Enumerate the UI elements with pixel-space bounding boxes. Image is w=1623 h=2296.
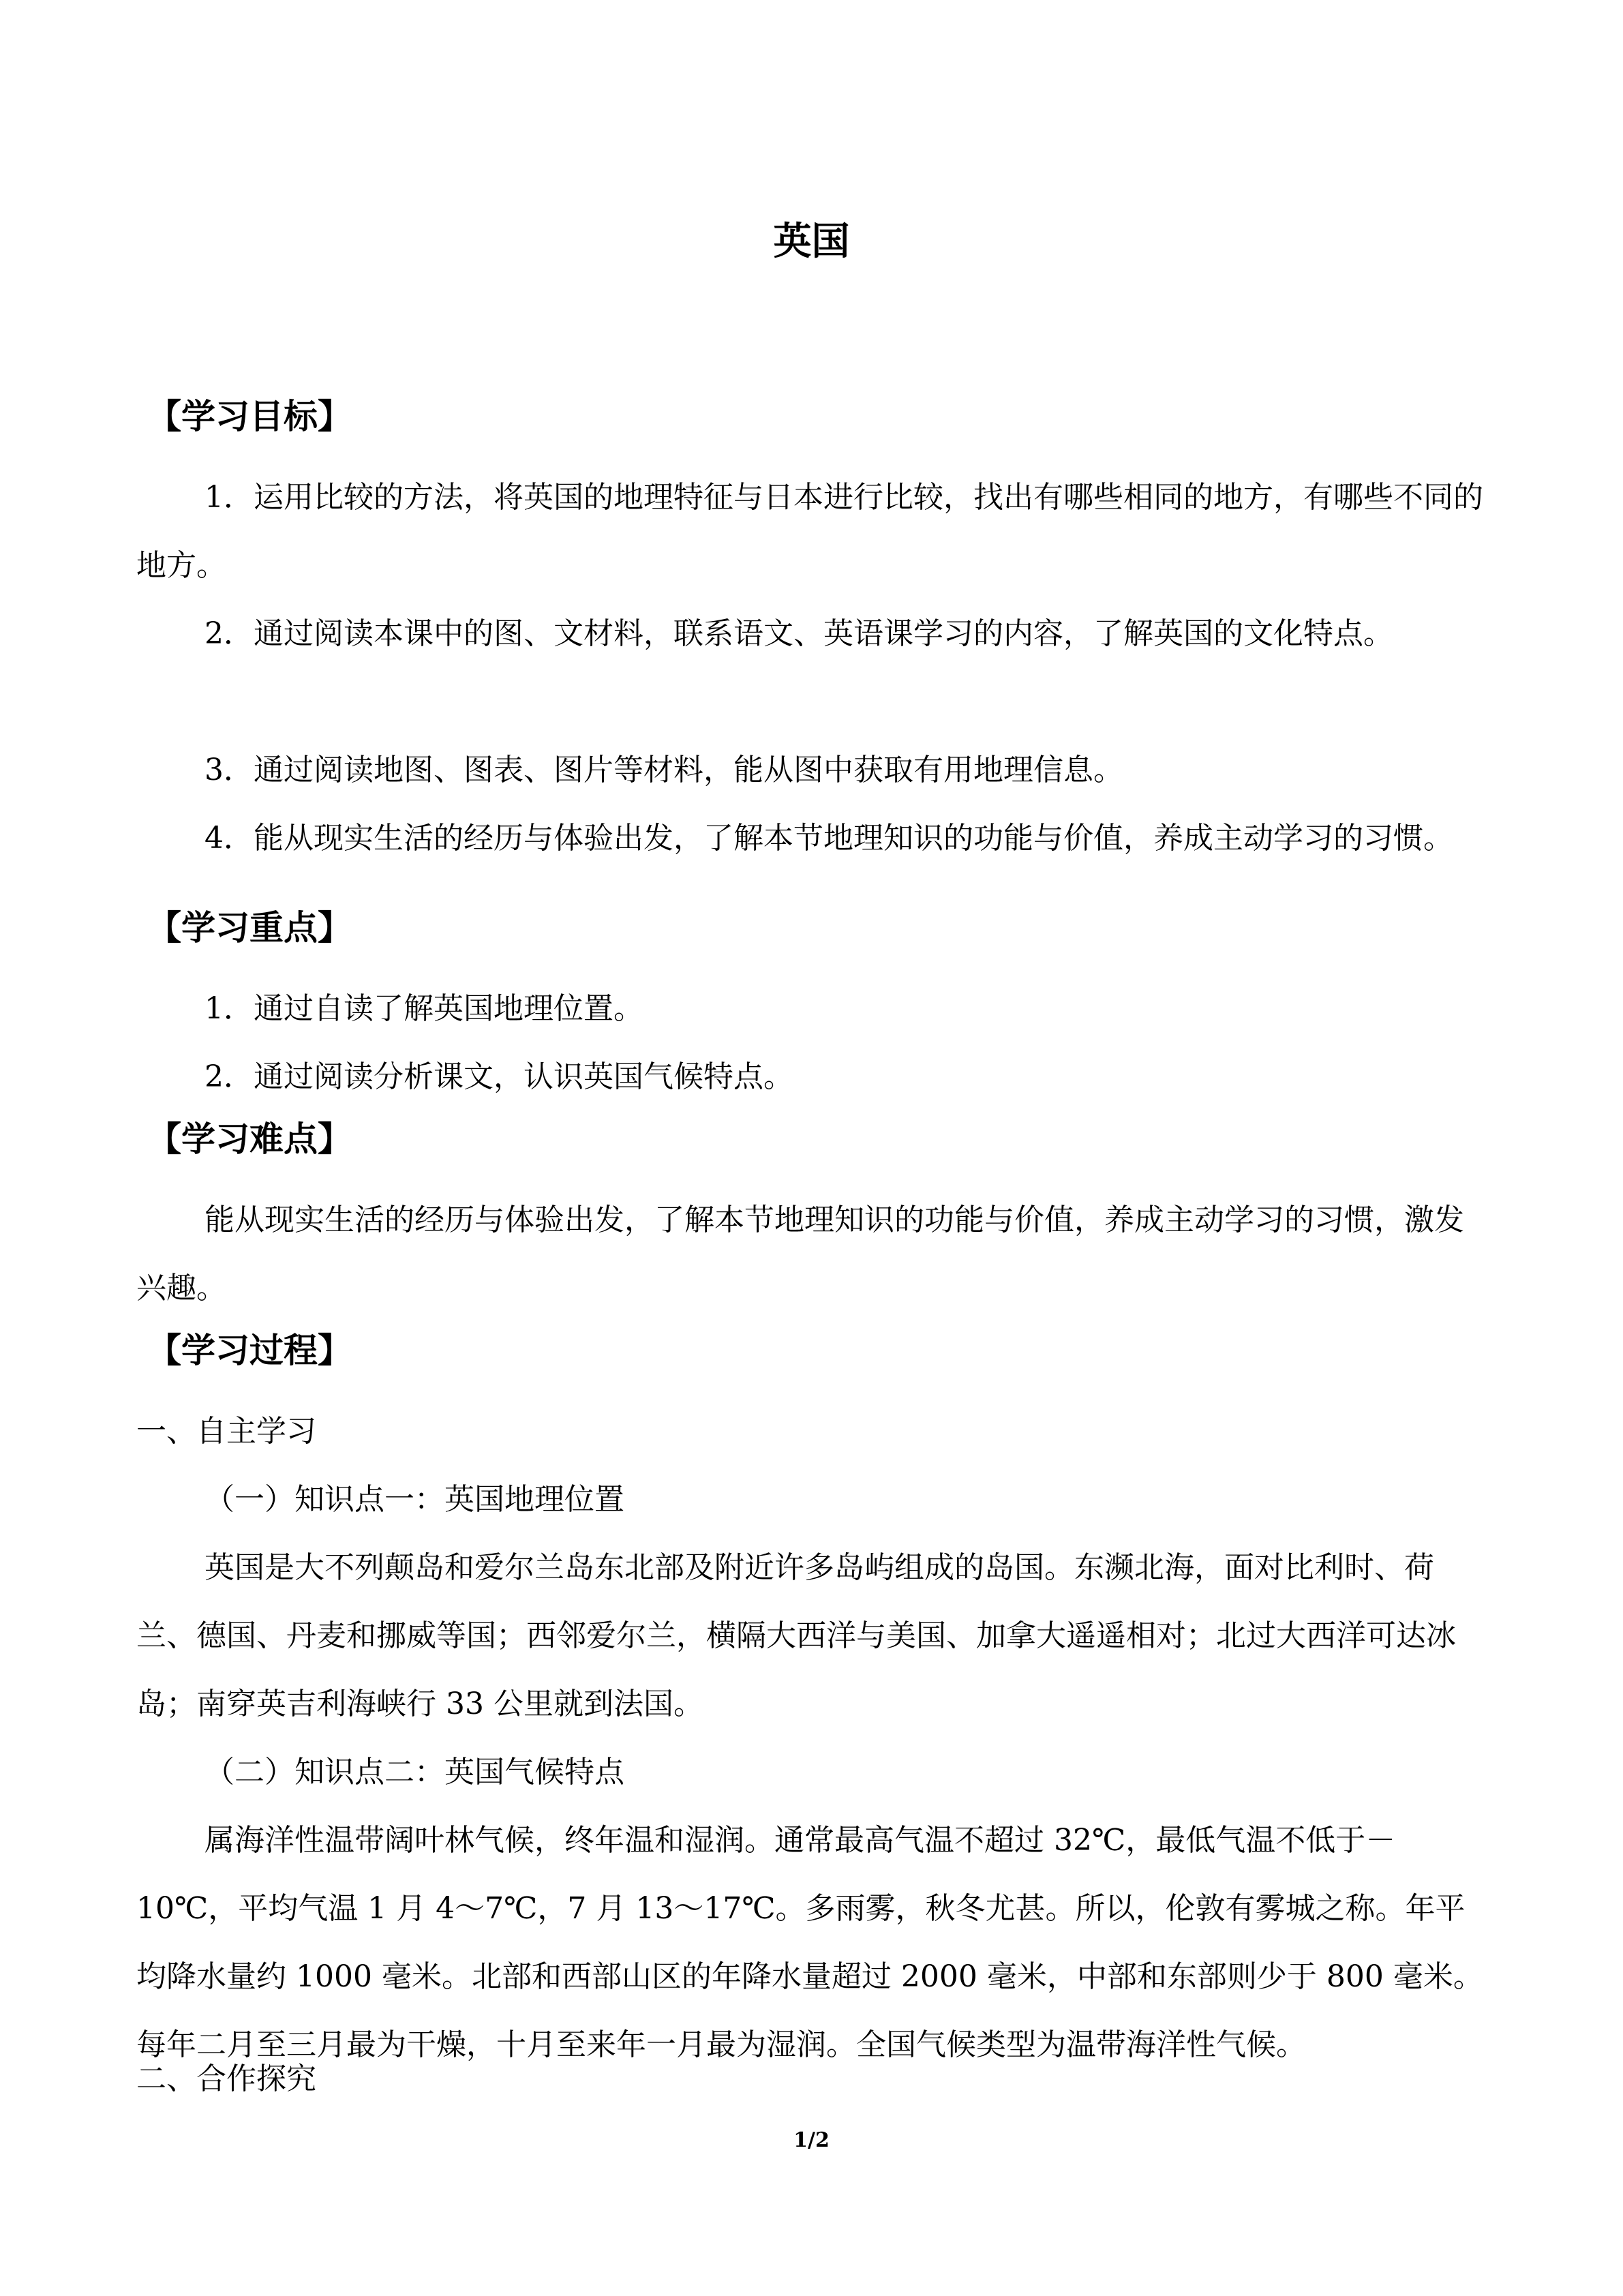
goal-item-2: 2．通过阅读本课中的图、文材料，联系语文、英语课学习的内容，了解英国的文化特点。 bbox=[204, 616, 1393, 651]
heading-difficulties: 【学习难点】 bbox=[147, 1119, 352, 1159]
page-title: 英国 bbox=[773, 220, 850, 264]
key-point-item-1: 1．通过自读了解英国地理位置。 bbox=[204, 991, 643, 1026]
heading-key-points: 【学习重点】 bbox=[147, 908, 352, 948]
goal-item-4: 4．能从现实生活的经历与体验出发，了解本节地理知识的功能与价值，养成主动学习的习惯。 bbox=[204, 821, 1453, 856]
process-subheading-1: （一）知识点一：英国地理位置 bbox=[204, 1482, 624, 1517]
heading-goals: 【学习目标】 bbox=[147, 397, 352, 436]
process-sub1-text: 英国是大不列颠岛和爱尔兰岛东北部及附近许多岛屿组成的岛国。东濒北海，面对比利时、荷兰、德国、丹麦和挪威等国；西邻爱尔兰，横隔大西洋与美国、加拿大遥遥相对；北过大西洋可达冰岛；南穿英吉利海峡行 33 公里就到法国。 bbox=[136, 1550, 1456, 1721]
process-subheading-2: （二）知识点二：英国气候特点 bbox=[204, 1755, 624, 1789]
process-part-2: 二、合作探究 bbox=[136, 2061, 316, 2096]
key-point-item-2: 2．通过阅读分析课文，认识英国气候特点。 bbox=[204, 1059, 793, 1094]
process-sub2-text: 属海洋性温带阔叶林气候，终年温和湿润。通常最高气温不超过 32℃，最低气温不低于－10℃，平均气温 1 月 4～7℃，7 月 13～17℃。多雨雾，秋冬尤甚。所以，伦敦有雾城之称。年平均降水量约 1000 毫米。北部和西部山区的年降水量超过 2000 毫米，中部和东部则少于 800 毫米。每年二月至三月最为干燥，十月至来年一月最为湿润。全国气候类型为温带海洋性气候。 bbox=[136, 1823, 1483, 2062]
goal-item-3: 3．通过阅读地图、图表、图片等材料，能从图中获取有用地理信息。 bbox=[204, 753, 1123, 787]
process-part-1: 一、自主学习 bbox=[136, 1414, 316, 1449]
difficulties-text: 能从现实生活的经历与体验出发，了解本节地理知识的功能与价值，养成主动学习的习惯，激发兴趣。 bbox=[136, 1203, 1464, 1305]
heading-process: 【学习过程】 bbox=[147, 1331, 352, 1370]
page-number: 1/2 bbox=[793, 2128, 830, 2152]
goal-item-1: 1．运用比较的方法，将英国的地理特征与日本进行比较，找出有哪些相同的地方，有哪些不同的地方。 bbox=[136, 480, 1483, 583]
